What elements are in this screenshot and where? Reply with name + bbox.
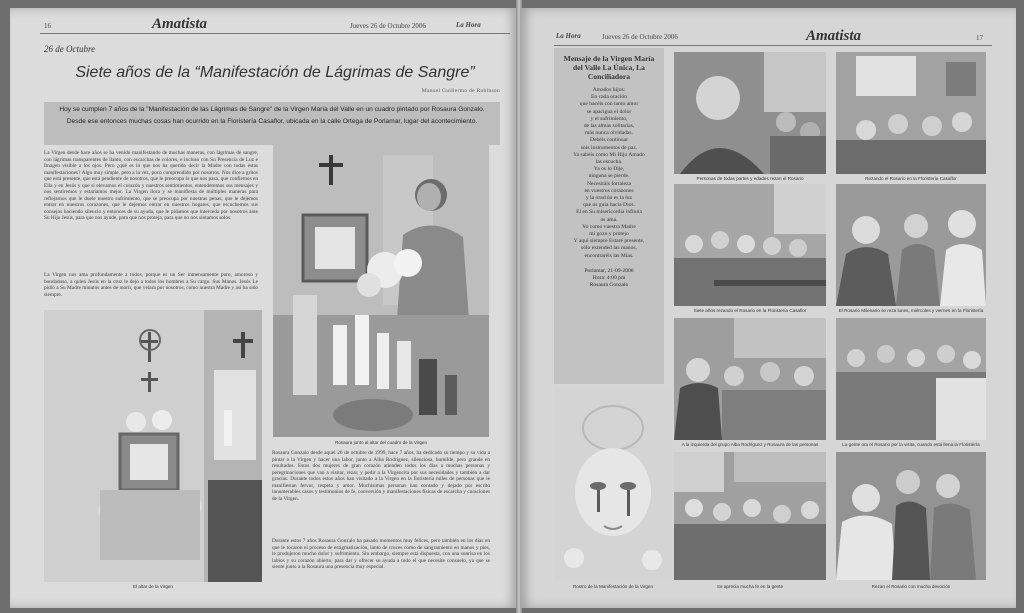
- message-line: Debéis continuar: [589, 137, 629, 144]
- message-line: Ya os lo Dije,: [593, 166, 625, 173]
- body-paragraph-1: La Virgen desde hace años se ha venido manifestando de muchas maneras, con lágrimas de sangre, con lágrimas transparentes de llanto, con escarchas de colores, e incluso con Su Presencia de Luz e Imagen visible a los ojos. Pero ¿qué es lo que nos ha querido decir la Madre con todas estas manifestaciones? Algo muy simple, pero a la vez, poco comprendido por nosotros. Nos dice a gritos que está presente, que está pendiente de nosotros, que le preocupa lo que nos pasa, que confiemos en Ella y en Jesús y que si elevamos el corazón y nuestros sentimientos, entenderemos sus mensajes y nos sentiremos y estaríamos mejor. La Virgen llora y se manifiesta de múltiples maneras para reflejarnos que le duele nuestro sufrimiento, que se preocupa por nuestras penas, que le dejemos entrar en nuestros corazones, que le dejemos entrar en nuestros hogares, que escuchemos sus consejos haciendo silencio y entonces de su ayuda, que le pidamos que interceda por nosotros ante Su Hijo Jesús, para que nos ayude, para que nos proteja, para que no nos sintamos solos.: [44, 150, 258, 221]
- message-line: os ama.: [600, 216, 618, 223]
- message-line: Ya sabéis como Mi Hijo Amado: [573, 151, 645, 158]
- message-line: se apacigua el dolor: [586, 108, 632, 115]
- caption-grid-5: A la izquierda del grupo Alba Rodríguez y Rosaura de las personas: [681, 442, 819, 447]
- right-paper-name: La Hora: [556, 32, 581, 40]
- article-title: Siete años de la “Manifestación de Lágrimas de Sangre”: [75, 64, 475, 81]
- photo-grid-3: [674, 184, 826, 306]
- caption-grid-8: Rezan el Rosario con mucha devoción: [871, 584, 951, 589]
- photo-grid-6-illustration: [836, 318, 986, 440]
- photo-grid-1-illustration: [674, 52, 826, 174]
- page-number: 16: [44, 22, 51, 30]
- photo-rosaura-altar: [273, 145, 489, 437]
- message-line: y el sufrimiento,: [590, 115, 628, 122]
- photo-altar: [44, 310, 262, 582]
- message-line: En cada oración: [590, 94, 628, 101]
- caption-grid-1: Personas de todas partes y edades rezan el Rosario: [696, 176, 804, 181]
- photo-grid-1: [674, 52, 826, 174]
- message-line: sois instrumentos de paz.: [580, 144, 638, 151]
- caption-grid-2: Rezando el Rosario en la Floristería Casaflor: [865, 176, 957, 181]
- caption-grid-4: El Rosario Milenario se reza lunes, miércoles y viernes en la Floristería: [838, 308, 984, 313]
- message-line: y la oración es la luz: [585, 195, 633, 202]
- photo-grid-5: [674, 318, 826, 440]
- lede-text-1: Hoy se cumplen 7 años de la "Manifestación de las Lágrimas de Sangre" de la Virgen María del Valle en un cuadro pintado por Rosaura Gonzalo.: [59, 106, 485, 113]
- caption-altar-photo: El altar de la Virgen: [132, 584, 173, 589]
- message-place-date: Porlamar, 21-09-2006: [584, 267, 634, 274]
- message-line: ninguna se pierde.: [588, 173, 630, 180]
- right-page: [520, 8, 1016, 608]
- message-line: de las almas solitarias,: [583, 123, 635, 130]
- message-title: Mensaje de la Virgen María del Valle La Única, La Conciliadora: [563, 54, 655, 81]
- photo-grid-7-illustration: [674, 452, 826, 580]
- caption-grid-7: Se aprecia mucha fe en la gente: [716, 584, 784, 589]
- date-header: Jueves 26 de Octubre 2006: [350, 22, 426, 30]
- message-line: Yo como vuestra Madre: [582, 223, 636, 230]
- caption-grid-6: La gente ora el Rosario por la visita, cuando está llena la Floristería: [842, 442, 980, 447]
- message-line: sólo extended las manos,: [581, 245, 637, 252]
- body-paragraph-2: La Virgen nos ama profundamente a todos, porque es un Ser inmensamente puro, amoroso y bondadoso, a quien Jesús en la cruz le dejó a todos los hombres a Su cargo. Sus Manos. Jesús Le pidió a Su Madre minutos antes de morir, que velara por nosotros, como nuestra Madre y así ha sido siempre.: [44, 272, 258, 298]
- photo-grid-4: [836, 184, 986, 306]
- photo-grid-3-illustration: [674, 184, 826, 306]
- photo-grid-2-illustration: [836, 52, 986, 174]
- lede-text-2: Desde ese entonces muchas cosas han ocurrido en la Floristería Casaflor, ubicada en la calle Ortega de Porlamar, lugar del acontecimiento.: [66, 118, 478, 125]
- header-rule: [40, 33, 510, 34]
- body-paragraph-4: Durante estos 7 años Rosaura Gonzalo ha pasado momentos muy felices, pero también en los días en que le tocaron el proceso de estigmatización, lanto de cruces como de sangramiento en manos y pies, le produjeron mucho dolor y sufrimiento. Sin embargo, siempre está dispuesta, con una sonrisa en los labios y su corazón abierto, para dar y ofrecer su ayuda a todo el que necesite consuelo, ya que se siente junto a la Rosaura una presencia muy especial.: [272, 538, 490, 570]
- left-page: [10, 8, 518, 608]
- byline: Manuel Guillermo de Robinson: [421, 88, 500, 94]
- message-box: [554, 48, 664, 384]
- message-signature: [554, 268, 664, 290]
- message-line: Amados hijos:: [592, 87, 626, 93]
- right-date-header: Jueves 26 de Octubre 2006: [602, 33, 678, 41]
- photo-grid-5-illustration: [674, 318, 826, 440]
- message-author: Rosaura Gonzalo: [589, 282, 629, 289]
- photo-grid-8-illustration: [836, 452, 986, 580]
- message-line: mi gozo y protejo: [589, 231, 629, 238]
- photo-virgin-face: [554, 388, 672, 580]
- message-time: Hora: 4:00 pm: [592, 275, 626, 282]
- caption-main-photo: Rosaura junto al altar del cuadro de la Virgen: [334, 440, 428, 445]
- message-line: más nunca olvidadas.: [584, 130, 633, 137]
- photo-grid-7: [674, 452, 826, 580]
- altar-illustration: [273, 145, 489, 437]
- message-line: Y aquí siempre Estaré presente,: [573, 238, 645, 245]
- caption-grid-3: Siete años rezando el Rosario en la Floristería Casaflor: [693, 308, 807, 313]
- message-line: El en Su misericordia infinita: [576, 209, 642, 216]
- section-date: 26 de Octubre: [44, 44, 96, 54]
- paper-name: La Hora: [456, 21, 481, 29]
- message-line: encontraréis las Mías.: [584, 252, 634, 259]
- body-paragraph-3: Rosaura Gonzalo desde aquel 26 de octubre de 1999, hace 7 años, ha dedicado su tiempo y su vida a pintar a la Virgen y hacer una labor, junto a Alba Rodríguez, silenciosa, humilde, pero grande en resultados. Estos dos mujeres de gran corazón atienden todos los días a muchas personas y peregrinaciones que van a visitar, rezar, y pedir a la Virgencita por sus necesidades y también a dar gracias. Durante todos estos años han visitado a la Virgen en la floristería miles de personas que le manifiestan fervor, respeto y amor. Muchísimas personas han contado y dejado por escrito innumerables casos y testimonios de fe, conversión y manifestaciones físicas de escarcha y curaciones de la Virgen.: [272, 450, 490, 502]
- photo-grid-2: [836, 52, 986, 174]
- message-poem: [558, 87, 660, 260]
- virgin-face-illustration: [554, 388, 672, 580]
- message-line: que os guía hacia Dios.: [582, 202, 636, 209]
- lede-band: [44, 102, 500, 145]
- caption-virgin-face: Rostro de la Manifestación de la Virgen: [572, 584, 654, 589]
- masthead: Amatista: [152, 16, 208, 32]
- altar-room-illustration: [44, 310, 262, 582]
- message-line: en vuestros corazones: [584, 187, 634, 194]
- message-line: que hacéis con tanto amor: [579, 101, 639, 108]
- photo-grid-8: [836, 452, 986, 580]
- message-line: las escucha.: [595, 159, 623, 166]
- photo-grid-4-illustration: [836, 184, 986, 306]
- right-header-rule: [554, 45, 992, 46]
- right-page-number: 17: [976, 34, 983, 42]
- photo-grid-6: [836, 318, 986, 440]
- message-line: Necesitáis fortaleza: [587, 180, 631, 187]
- right-masthead: Amatista: [806, 28, 862, 44]
